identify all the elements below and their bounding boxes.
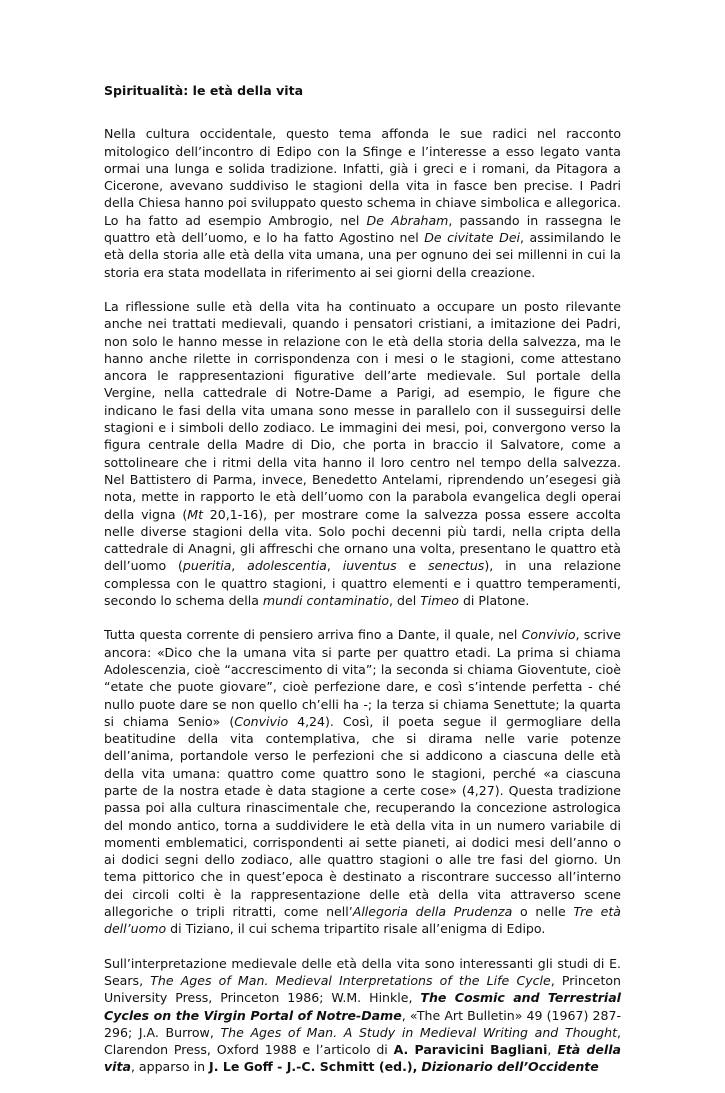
text-run: mundi contaminatio (262, 593, 390, 609)
text-run: , del (389, 593, 421, 609)
text-run: Tre età dell’uomo (104, 904, 621, 937)
page-title: Spiritualità: le età della vita (104, 83, 304, 98)
text-run: Tutta questa corrente di pensiero arriva fino a Dante, il quale, nel (104, 627, 522, 643)
text-run: Convivio (521, 627, 576, 643)
paragraph (104, 125, 621, 281)
paragraph (104, 955, 621, 1076)
text-run: , (231, 558, 248, 574)
text-run: Sull’interpretazione medievale delle età della vita sono interessanti gli studi di E. Sears, (104, 955, 621, 988)
text-run: , passando in rassegna le quattro età dell’uomo, e lo ha fatto Agostino nel (104, 212, 621, 246)
text-run: , Princeton University Press, Princeton 1986; W.M. Hinkle, (104, 972, 621, 1006)
text-run: De Abraham (366, 212, 449, 228)
text-run: The Cosmic and Terrestrial Cycles on the Virgin Portal of Notre-Dame (104, 990, 621, 1023)
paragraph (104, 298, 621, 609)
text-run: di Platone. (458, 593, 530, 609)
text-run: De civitate Dei (424, 230, 521, 246)
text-run: Convivio (234, 713, 289, 729)
text-run: Mt (187, 506, 204, 522)
text-run: adolescentia (247, 558, 327, 574)
text-run: iuventus (342, 558, 397, 574)
document-page (104, 82, 621, 1093)
document-body (104, 125, 621, 1075)
text-run: ), in una relazione complessa con le quattro stagioni, i quattro elementi e i quattro temperamenti, secondo lo schema della (104, 558, 621, 609)
text-run: Allegoria della Prudenza (352, 904, 513, 920)
text-run: , (326, 558, 343, 574)
text-run: A. Paravicini Bagliani (393, 1042, 548, 1058)
text-run: e (396, 558, 429, 574)
text-run: 4,24). Così, il poeta segue il germogliare della beatitudine della vita contemplativa, che si dirama nelle varie potenze dell’anima, portandole verso le perfezioni che si addicono a ciascuna delle età della vita umana: quattro come quattro sono le stagioni, perché «a ciascuna parte de la nostra etade è data stagione a certe cose» (4,27). Questa tradizione passa poi alla cultura rinascimentale che, recuperando la concezione astrologica del mondo antico, torna a suddividere le età della vita in un numero variabile di momenti emblematici, corrispondenti ai sette pianeti, ai dodici mesi dell’anno o ai dodici segni dello zodiaco, alle quattro stagioni o alle tre fasi del giorno. Un tema pittorico che in quest’epoca è destinato a riscontrare successo all’interno dei circoli colti è la rappresentazione delle età della vita attraverso scene allegoriche o tripli ritratti, come nell’ (104, 713, 622, 920)
text-run: , (547, 1042, 558, 1058)
text-run: Nella cultura occidentale, questo tema affonda le sue radici nel racconto mitologico dell’incontro di Edipo con la Sfinge e l’interesse a esso legato vanta ormai una lunga e solida tradizione. Infatti, già i greci e i romani, da Pitagora a Cicerone, avevano suddiviso le stagioni della vita in fasce ben precise. I Padri della Chiesa hanno poi sviluppato questo schema in chiave simbolica e allegorica. Lo ha fatto ad esempio Ambrogio, nel (104, 126, 621, 228)
text-run: Timeo (420, 593, 459, 609)
text-run: senectus (428, 558, 485, 574)
paragraph (104, 626, 621, 937)
text-run: Età della vita (104, 1042, 621, 1075)
text-run: , Clarendon Press, Oxford 1988 e l’articolo di (104, 1024, 621, 1058)
text-run: , assimilando le età della storia alle età della vita umana, una per ognuno dei sei millenni in cui la storia era stata modellata in riferimento ai sei giorni della creazione. (104, 230, 621, 280)
text-run: Dizionario dell’Occidente (421, 1059, 599, 1075)
text-run: , scrive ancora: «Dico che la umana vita si parte per quattro etadi. La prima si chiama Adolescenzia, cioè “accrescimento di vita”; la seconda si chiama Gioventute, cioè “etate che puote giovare”, cioè perfezione dare, e così s’intende perfetta - ché nullo puote dare se non quello ch’elli ha -; la terza si chiama Senettute; la quarta si chiama Senio» ( (104, 627, 621, 729)
text-run: pueritia (182, 558, 232, 574)
text-run: The Ages of Man. Medieval Interpretations of the Life Cycle (150, 972, 551, 988)
text-run: o nelle (512, 904, 574, 920)
text-run: di Tiziano, il cui schema tripartito risale all’enigma di Edipo. (166, 921, 546, 937)
text-run: 20,1-16), per mostrare come la salvezza possa essere accolta nelle diverse stagioni della vita. Solo pochi decenni più tardi, nella cripta della cattedrale di Anagni, gli affreschi che ornano una volta, presentano le quattro età dell’uomo ( (104, 506, 621, 574)
text-run: , «The Art Bulletin» 49 (1967) 287-296; J.A. Burrow, (104, 1007, 621, 1040)
text-run: La riflessione sulle età della vita ha continuato a occupare un posto rilevante anche nei trattati medievali, quando i pensatori cristiani, a imitazione dei Padri, non solo le hanno messe in relazione con le età della storia della salvezza, ma le hanno anche rilette in corrispondenza con i mesi o le stagioni, come attestano ancora le rappresentazioni figurative dell’arte medievale. Sul portale della Vergine, nella cattedrale di Notre-Dame a Parigi, ad esempio, le figure che indicano le fasi della vita umana sono messe in parallelo con il susseguirsi delle stagioni e i simboli dello zodiaco. Le immagini dei mesi, poi, convergono verso la figura centrale della Madre di Dio, che porta in braccio il Salvatore, come a sottolineare che i ritmi della vita hanno il loro centro nel tempo della salvezza. Nel Battistero di Parma, invece, Benedetto Antelami, riprendendo un’esegesi già nota, mette in rapporto le età dell’uomo con la parabola evangelica degli operai della vigna ( (104, 298, 621, 522)
text-run: , apparso in (130, 1059, 210, 1075)
text-run: The Ages of Man. A Study in Medieval Writing and Thought (220, 1024, 617, 1040)
text-run: J. Le Goff - J.-C. Schmitt (ed.), (209, 1059, 418, 1075)
